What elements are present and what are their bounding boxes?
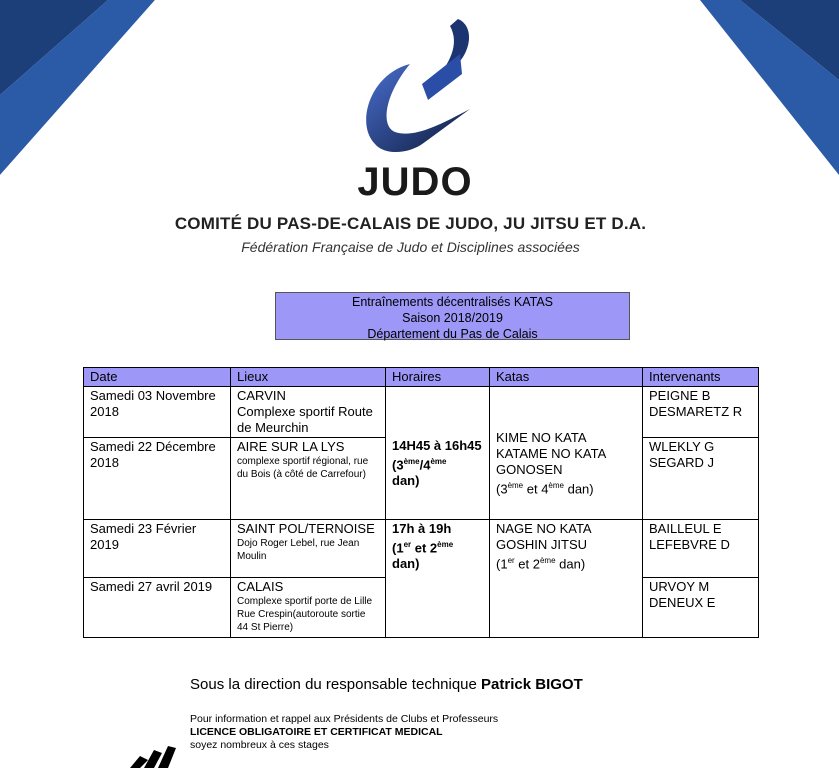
date-cell: Samedi 03 Novembre 2018: [84, 387, 231, 438]
direction-line: [190, 676, 583, 693]
katas-cell: [490, 520, 643, 638]
col-header-intervenants: Intervenants: [643, 368, 759, 387]
info-line: Pour information et rappel aux Présidents de Clubs et Professeurs: [190, 713, 499, 725]
time-levels: [392, 537, 483, 572]
level-suffix: ème: [539, 556, 556, 565]
session-title: Entraînements décentralisés KATAS: [351, 295, 554, 309]
session-title-box: [275, 292, 630, 340]
place-cell: [231, 438, 386, 520]
judo-logo: [340, 14, 490, 204]
level-suffix: er: [403, 540, 412, 549]
place-detail: complexe sportif régional, rue du Bois (à côté de Carrefour): [237, 456, 369, 480]
session-department: Département du Pas de Calais: [367, 327, 538, 341]
level-number: 3: [396, 457, 404, 473]
level-suffix: ème: [507, 480, 524, 490]
logo-wordmark: JUDO: [357, 160, 473, 204]
place-cell: [231, 578, 386, 638]
level-text: (1: [496, 556, 508, 572]
level-text: (3: [496, 481, 508, 497]
level-text: et 2: [411, 540, 438, 556]
info-line: soyez nombreux à ces stages: [190, 739, 329, 751]
date-cell: Samedi 23 Février 2019: [84, 520, 231, 578]
col-header-katas: Katas: [490, 368, 643, 387]
level-suffix: ème: [437, 540, 454, 549]
level-text: et 4: [523, 481, 549, 497]
level-suffix: er: [507, 556, 515, 565]
level-text: dan): [555, 556, 586, 572]
place-cell: [231, 520, 386, 578]
level-text: (1: [392, 540, 404, 556]
kata-name: KATAME NO KATA: [496, 445, 607, 461]
level-text: dan): [563, 481, 594, 497]
time-slot: 14H45 à 16h45: [392, 437, 482, 453]
level-suffix: ème: [548, 480, 564, 490]
level-suffix: ème: [403, 456, 420, 466]
place-detail: Complexe sportif porte de Lille Rue Crespin(autoroute sortie 44 St Pierre): [237, 596, 373, 633]
place-name: AIRE SUR LA LYS: [237, 439, 345, 454]
session-season: Saison 2018/2019: [402, 311, 503, 325]
time-slot: 17h à 19h: [392, 521, 452, 536]
place-detail: Dojo Roger Lebel, rue Jean Moulin: [237, 538, 360, 562]
license-notice: LICENCE OBLIGATOIRE ET CERTIFICAT MEDICAL: [190, 726, 443, 738]
table-header-row: [84, 368, 759, 387]
federation-subtitle: Fédération Française de Judo et Disciplines associées: [241, 239, 580, 255]
place-cell: [231, 387, 386, 438]
intervenants-cell: PEIGNE B DESMARETZ R: [643, 387, 759, 438]
kata-name: GONOSEN: [496, 461, 563, 477]
intervenants-cell: URVOY M DENEUX E: [643, 578, 759, 638]
level-text: et 2: [514, 556, 540, 572]
decorative-mark-icon: [110, 738, 190, 768]
horaires-cell: [386, 520, 490, 638]
kata-name: KIME NO KATA: [496, 429, 587, 445]
info-block: [190, 713, 498, 752]
place-name: CALAIS: [237, 579, 284, 594]
kata-levels: [496, 478, 636, 497]
place-name: CARVIN: [237, 388, 286, 403]
committee-title: COMITÉ DU PAS-DE-CALAIS DE JUDO, JU JITSU ET D.A.: [174, 214, 647, 233]
date-cell: Samedi 27 avril 2019: [84, 578, 231, 638]
kata-name: GOSHIN JITSU: [496, 537, 588, 552]
level-dan: dan): [392, 556, 420, 572]
intervenants-cell: BAILLEUL E LEFEBVRE D: [643, 520, 759, 578]
director-name: Patrick BIGOT: [481, 676, 583, 693]
level-suffix: ème: [430, 456, 447, 466]
place-detail: Complexe sportif Route de Meurchin: [237, 404, 373, 435]
kata-levels: [496, 553, 636, 572]
kata-name: NAGE NO KATA: [496, 521, 592, 536]
time-levels: (3ème/4ème dan): [392, 456, 447, 489]
place-name: SAINT POL/TERNOISE: [237, 521, 375, 536]
table-row: [84, 520, 759, 578]
katas-cell: [490, 387, 643, 520]
schedule-table: [83, 367, 759, 638]
level-dan: dan): [392, 473, 420, 489]
level-sep: /4: [419, 457, 431, 473]
table-row: [84, 387, 759, 438]
date-cell: Samedi 22 Décembre 2018: [84, 438, 231, 520]
direction-prefix: Sous la direction du responsable technique: [190, 676, 482, 693]
col-header-date: Date: [84, 368, 231, 387]
col-header-horaires: Horaires: [386, 368, 490, 387]
intervenants-cell: WLEKLY G SEGARD J: [643, 438, 759, 520]
horaires-cell: [386, 387, 490, 520]
col-header-lieux: Lieux: [231, 368, 386, 387]
